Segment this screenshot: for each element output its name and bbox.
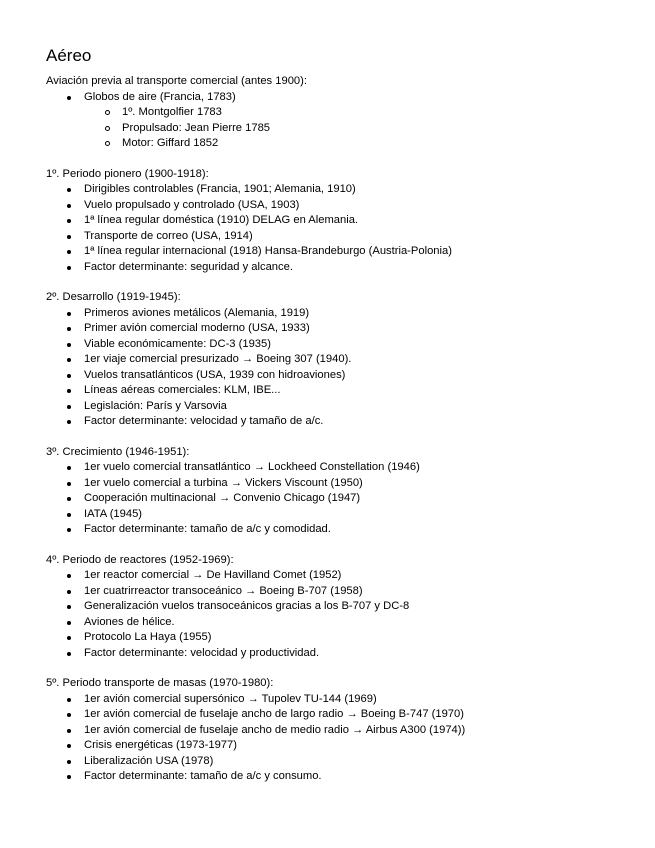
section-heading: 3º. Crecimiento (1946-1951): [46, 445, 190, 458]
list-item: Dirigibles controlables (Francia, 1901; Alemania, 1910) [46, 182, 646, 198]
list-item-label: Globos de aire (Francia, 1783) [46, 90, 646, 106]
list-item: 1er avión comercial de fuselaje ancho de largo radio → Boeing B-747 (1970) [46, 707, 646, 723]
bullet-list [46, 568, 646, 661]
list-item: Factor determinante: tamaño de a/c y consumo. [46, 769, 646, 785]
section-heading: 2º. Desarrollo (1919-1945): [46, 291, 181, 303]
list-item: Factor determinante: velocidad y tamaño de a/c. [46, 414, 646, 430]
list-item: Crisis energéticas (1973-1977) [46, 738, 646, 754]
section-desarrollo [46, 290, 646, 430]
list-item: 1er vuelo comercial a turbina → Vickers Viscount (1950) [46, 476, 646, 492]
document-page [46, 45, 646, 800]
list-item: 1er cuatrirreactor transoceánico → Boeing B-707 (1958) [46, 584, 646, 600]
list-item: Generalización vuelos transoceánicos gracias a los B-707 y DC-8 [46, 599, 646, 615]
list-item: Líneas aéreas comerciales: KLM, IBE... [46, 383, 646, 399]
sub-list-item: 1º. Montgolfier 1783 [46, 105, 646, 121]
section-transporte-masas [46, 676, 646, 785]
list-item: IATA (1945) [46, 507, 646, 523]
list-item: Protocolo La Haya (1955) [46, 630, 646, 646]
list-item: Liberalización USA (1978) [46, 754, 646, 770]
sub-list-item: Propulsado: Jean Pierre 1785 [46, 121, 646, 137]
list-item: 1er viaje comercial presurizado → Boeing 307 (1940). [46, 352, 646, 368]
section-heading: 1º. Periodo pionero (1900-1918): [46, 167, 209, 180]
list-item: 1ª línea regular doméstica (1910) DELAG en Alemania. [46, 213, 646, 229]
list-item: 1er avión comercial supersónico → Tupolev TU-144 (1969) [46, 692, 646, 708]
list-item: Primeros aviones metálicos (Alemania, 1919) [46, 306, 646, 322]
section-pre-1900 [46, 74, 646, 152]
list-item: Legislación: París y Varsovia [46, 399, 646, 415]
list-item: 1er avión comercial de fuselaje ancho de medio radio → Airbus A300 (1974)) [46, 723, 646, 739]
list-item: Factor determinante: velocidad y productividad. [46, 646, 646, 662]
bullet-list [46, 460, 646, 538]
sub-bullet-list [46, 105, 646, 152]
bullet-list [46, 692, 646, 785]
section-heading: Aviación previa al transporte comercial (antes 1900): [46, 75, 307, 87]
section-heading: 5º. Periodo transporte de masas (1970-1980): [46, 677, 274, 689]
section-crecimiento [46, 445, 646, 538]
section-periodo-reactores [46, 553, 646, 662]
list-item: Primer avión comercial moderno (USA, 1933) [46, 321, 646, 337]
bullet-list [46, 306, 646, 430]
bullet-list [46, 182, 646, 275]
sub-list-item: Motor: Giffard 1852 [46, 136, 646, 152]
list-item: Factor determinante: tamaño de a/c y comodidad. [46, 522, 646, 538]
list-item [46, 90, 646, 152]
list-item: 1er reactor comercial → De Havilland Comet (1952) [46, 568, 646, 584]
list-item: 1er vuelo comercial transatlántico → Lockheed Constellation (1946) [46, 460, 646, 476]
list-item: Cooperación multinacional → Convenio Chicago (1947) [46, 491, 646, 507]
page-title: Aéreo [46, 46, 92, 65]
list-item: Viable económicamente: DC-3 (1935) [46, 337, 646, 353]
list-item: Aviones de hélice. [46, 615, 646, 631]
bullet-list [46, 90, 646, 152]
section-periodo-pionero [46, 167, 646, 276]
section-heading: 4º. Periodo de reactores (1952-1969): [46, 553, 234, 566]
list-item: Vuelo propulsado y controlado (USA, 1903) [46, 198, 646, 214]
list-item: Transporte de correo (USA, 1914) [46, 229, 646, 245]
list-item: Factor determinante: seguridad y alcance. [46, 260, 646, 276]
list-item: 1ª línea regular internacional (1918) Hansa-Brandeburgo (Austria-Polonia) [46, 244, 646, 260]
list-item: Vuelos transatlánticos (USA, 1939 con hidroaviones) [46, 368, 646, 384]
